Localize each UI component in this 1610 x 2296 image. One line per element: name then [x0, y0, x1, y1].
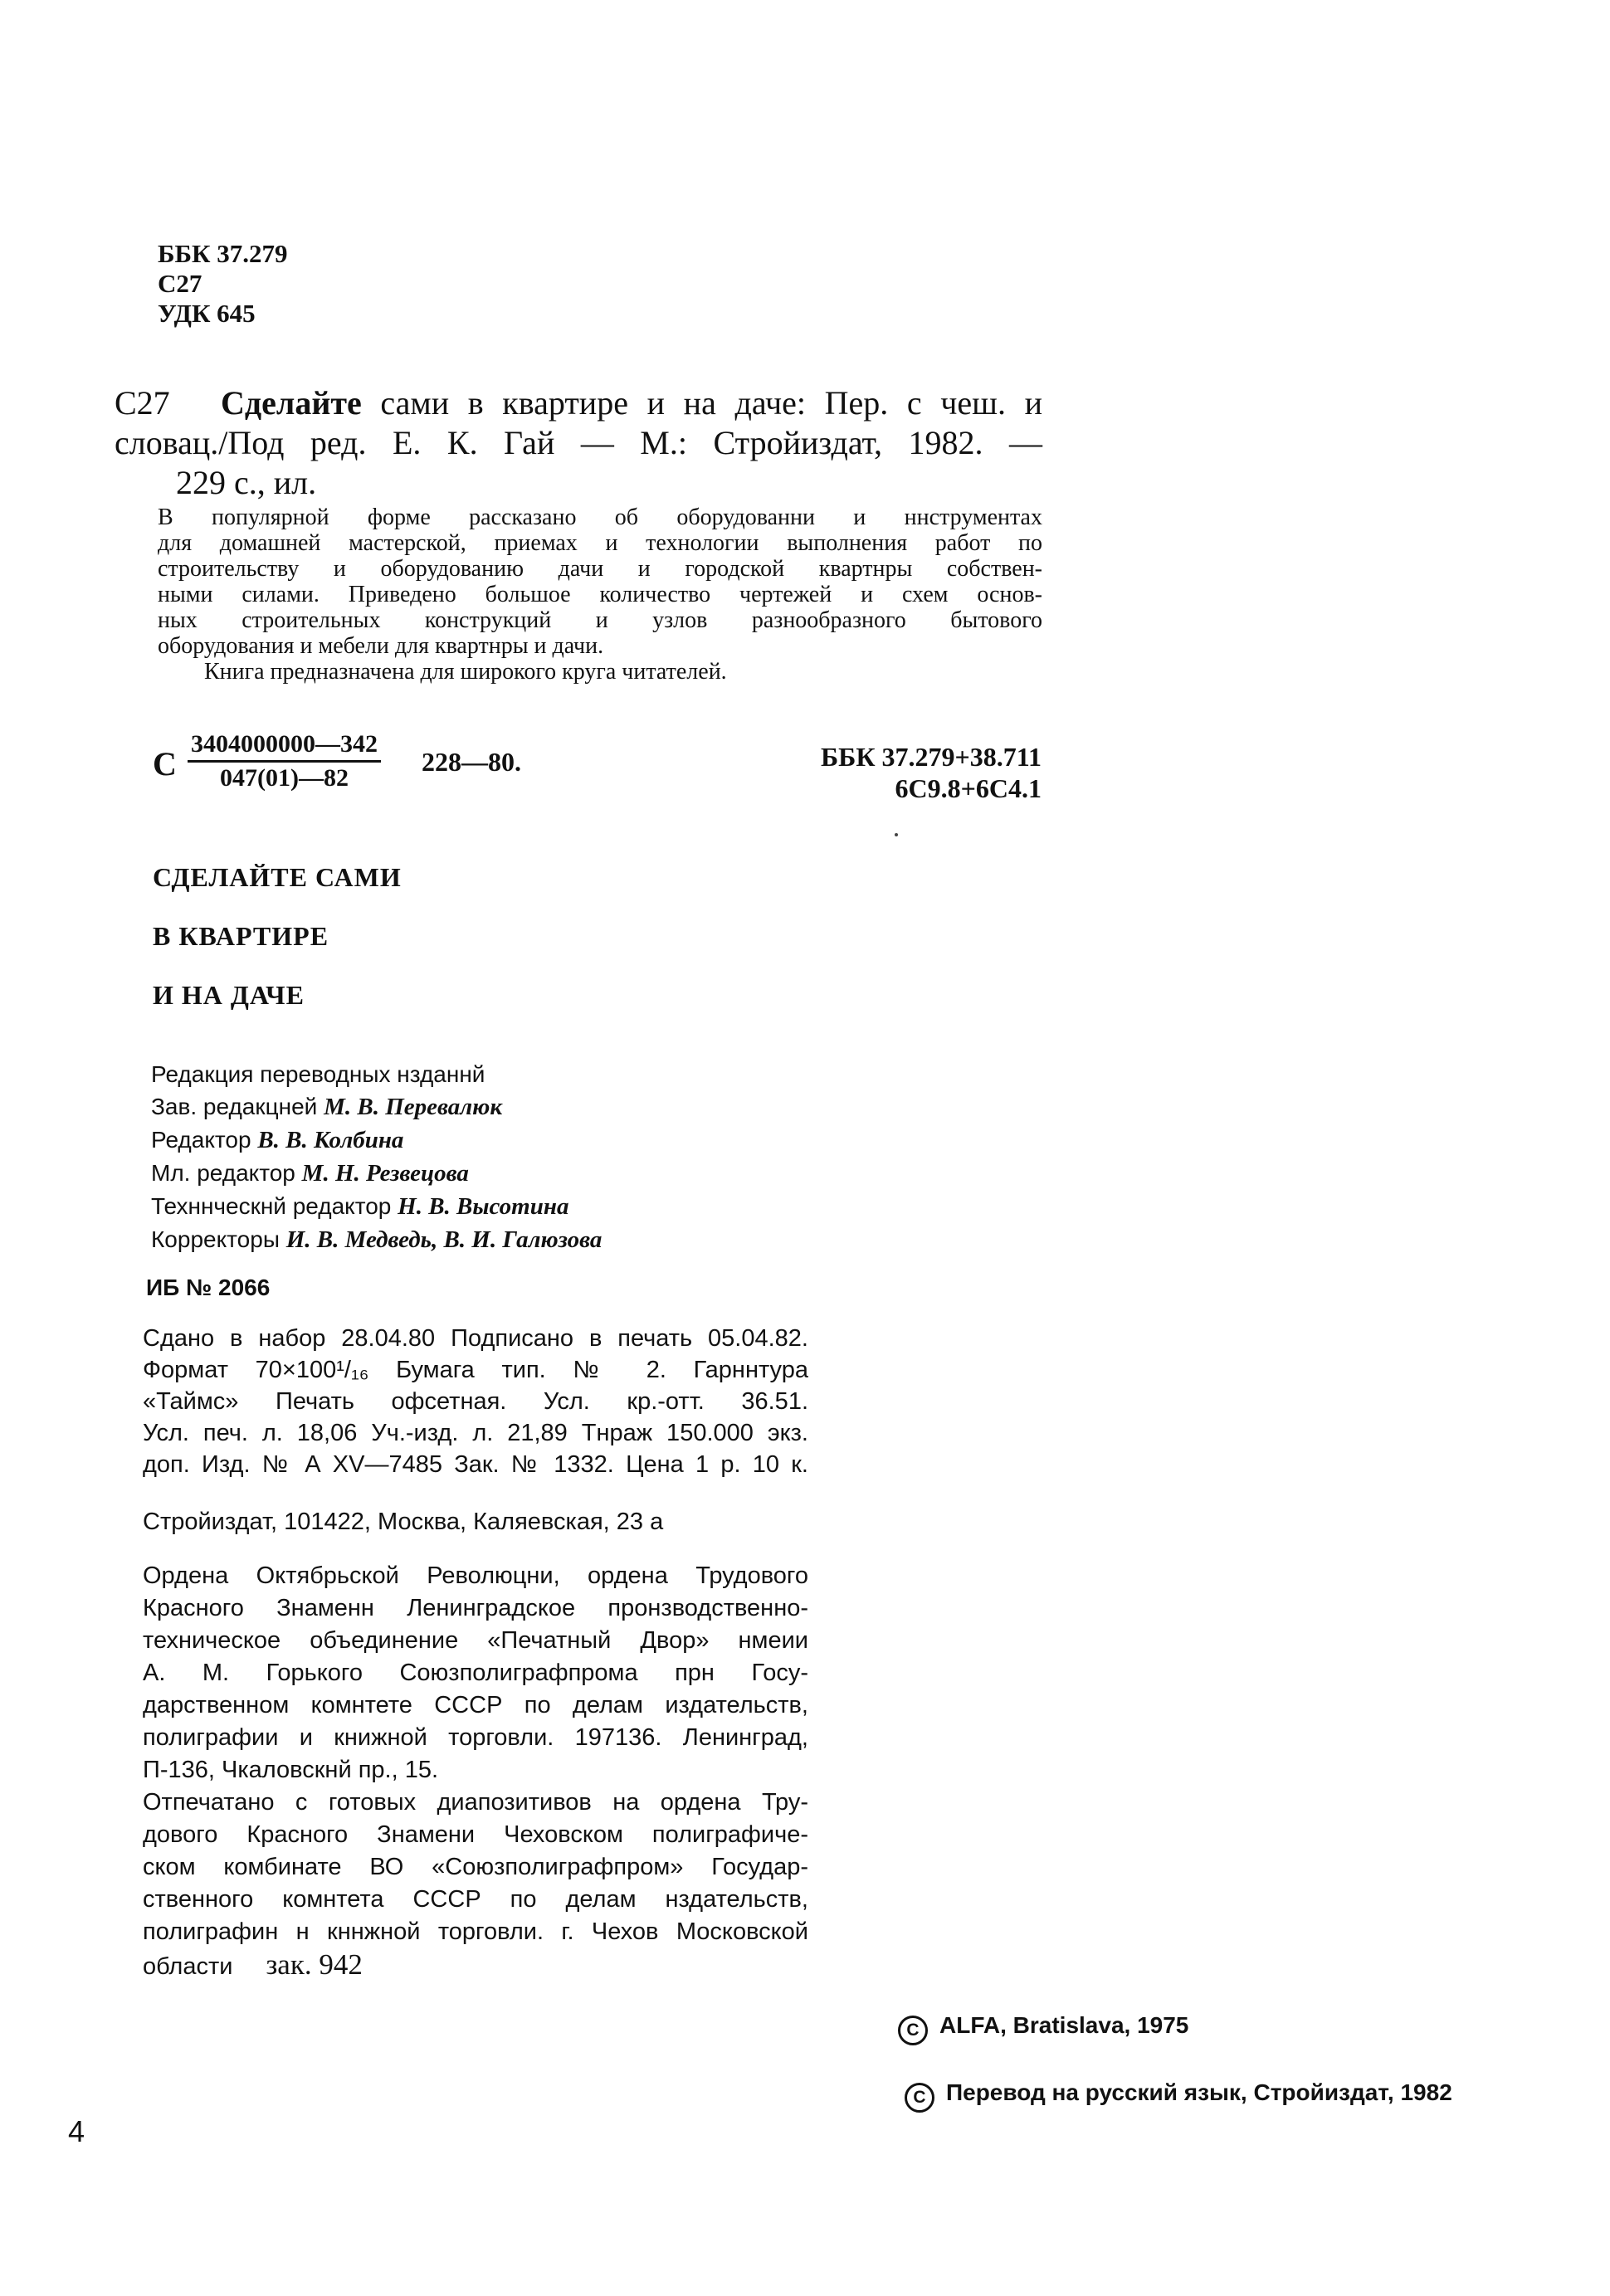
abstract-line: В популярной форме рассказано об оборудованни и ннструментах: [158, 505, 1042, 530]
abstract-line: оборудования и мебели для квартнры и дачи.: [158, 633, 604, 659]
copyright-translation-text: Перевод на русский язык, Стройиздат, 1982: [946, 2079, 1452, 2105]
classification-block: [158, 239, 287, 329]
staff-role: Редакция переводных нзданнй: [151, 1061, 485, 1087]
copyright-original-text: ALFA, Bratislava, 1975: [939, 2012, 1189, 2038]
copyright-original: [898, 2012, 1188, 2045]
plant-line: техническое объединение «Печатный Двор» нмеии: [143, 1627, 808, 1654]
plant-line: Ордена Октябрьской Революцни, ордена Трудового: [143, 1562, 808, 1589]
copyright-icon: C: [905, 2083, 934, 2113]
bbk-index-block: [772, 741, 1042, 804]
staff-role: Мл. редактор: [151, 1160, 302, 1186]
bbk-code: ББК 37.279: [158, 239, 288, 268]
order-note: зак. 942: [266, 1948, 363, 1981]
plant-line: ском комбинате ВО «Союзполиграфпром» Государ-: [143, 1854, 808, 1880]
staff-line: [151, 1223, 602, 1256]
udk-code: УДК 645: [158, 299, 256, 328]
bib-entry-code: С27: [115, 384, 170, 422]
copyright-icon: C: [898, 2016, 928, 2045]
print-line: Формат 70×100¹/₁₆ Бумага тип. № 2. Гарннтура: [143, 1357, 808, 1383]
catalogue-suffix: 228—80.: [422, 747, 521, 777]
abstract-line: для домашней мастерской, приемах и технологии выполнения работ по: [158, 530, 1042, 556]
plant-line: П-136, Чкаловскнй пр., 15.: [143, 1757, 439, 1783]
bib-line-1-rest: сами в квартире и на даче: Пер. с чеш. и: [380, 384, 1043, 422]
publisher-address: Стройиздат, 101422, Москва, Каляевская, 23 а: [143, 1509, 664, 1535]
print-line: Усл. печ. л. 18,06 Уч.-изд. л. 21,89 Тнраж 150.000 экз.: [143, 1420, 808, 1446]
staff-line: [151, 1157, 602, 1190]
catalogue-letter: С: [153, 745, 177, 782]
staff-line: [151, 1090, 602, 1124]
print-line: доп. Изд. № А XV—7485 Зак. № 1332. Цена 1 р. 10 к.: [143, 1451, 808, 1478]
bib-line-3: 229 с., ил.: [176, 464, 317, 501]
title-line: И НА ДАЧЕ: [153, 980, 305, 1010]
staff-name: М. Н. Резвецова: [301, 1160, 469, 1187]
abstract-line: строительству и оборудованию дачи и городской квартнры собствен-: [158, 556, 1042, 582]
staff-line: [151, 1124, 602, 1157]
staff-name: М. В. Перевалюк: [324, 1094, 503, 1120]
bib-title-bold: Сделайте: [221, 384, 362, 422]
staff-role: Корректоры: [151, 1226, 286, 1252]
print-line: «Таймс» Печать офсетная. Усл. кр.-отт. 36.51.: [143, 1388, 808, 1415]
staff-line: [151, 1190, 602, 1223]
abstract-line: ными силами. Приведено большое количество чертежей и схем основ-: [158, 582, 1042, 607]
staff-credits: [151, 1058, 602, 1256]
plant-line: полиграфии и книжной торговли. 197136. Ленинград,: [143, 1724, 808, 1751]
catalogue-denominator: 047(01)—82: [220, 764, 349, 792]
plant-last-line: [143, 1948, 808, 1983]
speck-mark: [895, 833, 898, 836]
print-line: Сдано в набор 28.04.80 Подписано в печать 05.04.82.: [143, 1325, 808, 1352]
abstract-audience: Книга предназначена для широкого круга читателей.: [204, 659, 727, 685]
author-code: С27: [158, 269, 202, 298]
plant-region: области: [143, 1953, 233, 1980]
plant-line: дового Красного Знамени Чеховском полиграфиче-: [143, 1821, 808, 1848]
staff-name: В. В. Колбина: [257, 1127, 404, 1153]
title-line: СДЕЛАЙТЕ САМИ: [153, 862, 402, 892]
staff-name: И. В. Медведь, В. И. Галюзова: [285, 1226, 603, 1253]
plant-line: ственного комнтета СССР по делам нздательств,: [143, 1886, 808, 1913]
staff-role: Техннческнй редактор: [151, 1193, 398, 1219]
page-number: 4: [68, 2114, 85, 2148]
staff-role: Редактор: [151, 1127, 258, 1153]
copyright-translation: [905, 2079, 1452, 2113]
book-title: [153, 848, 402, 1025]
bbk-index-line-2: 6С9.8+6С4.1: [895, 773, 1042, 803]
catalogue-numerator: 3404000000—342: [188, 730, 381, 763]
printing-plant: [143, 1560, 808, 1983]
staff-name: Н. В. Высотина: [398, 1193, 569, 1220]
catalogue-fraction: [188, 730, 381, 792]
bib-line-2: словац./Под ред. Е. К. Гай — М.: Стройиздат, 1982. —: [115, 424, 1042, 461]
plant-line: Красного Знаменн Ленинградское пронзводственно-: [143, 1595, 808, 1621]
plant-line: А. М. Горького Союзполиграфпрома прн Госу-: [143, 1660, 808, 1686]
plant-line: Отпечатано с готовых диапозитивов на ордена Тру-: [143, 1789, 808, 1816]
title-line: В КВАРТИРЕ: [153, 921, 329, 951]
staff-line: [151, 1058, 602, 1090]
plant-line: полиграфин н кннжной торговли. г. Чехов Московской: [143, 1918, 808, 1945]
ib-number: ИБ № 2066: [146, 1275, 271, 1300]
abstract: [158, 505, 1042, 685]
print-details: [143, 1323, 808, 1480]
staff-role: Зав. редакцней: [151, 1094, 324, 1119]
bib-line-1: [221, 383, 1042, 423]
bbk-index-line-1: ББК 37.279+38.711: [821, 742, 1042, 772]
abstract-line: ных строительных конструкций и узлов разнообразного бытового: [158, 607, 1042, 633]
plant-line: дарственном комнтете СССР по делам издательств,: [143, 1692, 808, 1718]
